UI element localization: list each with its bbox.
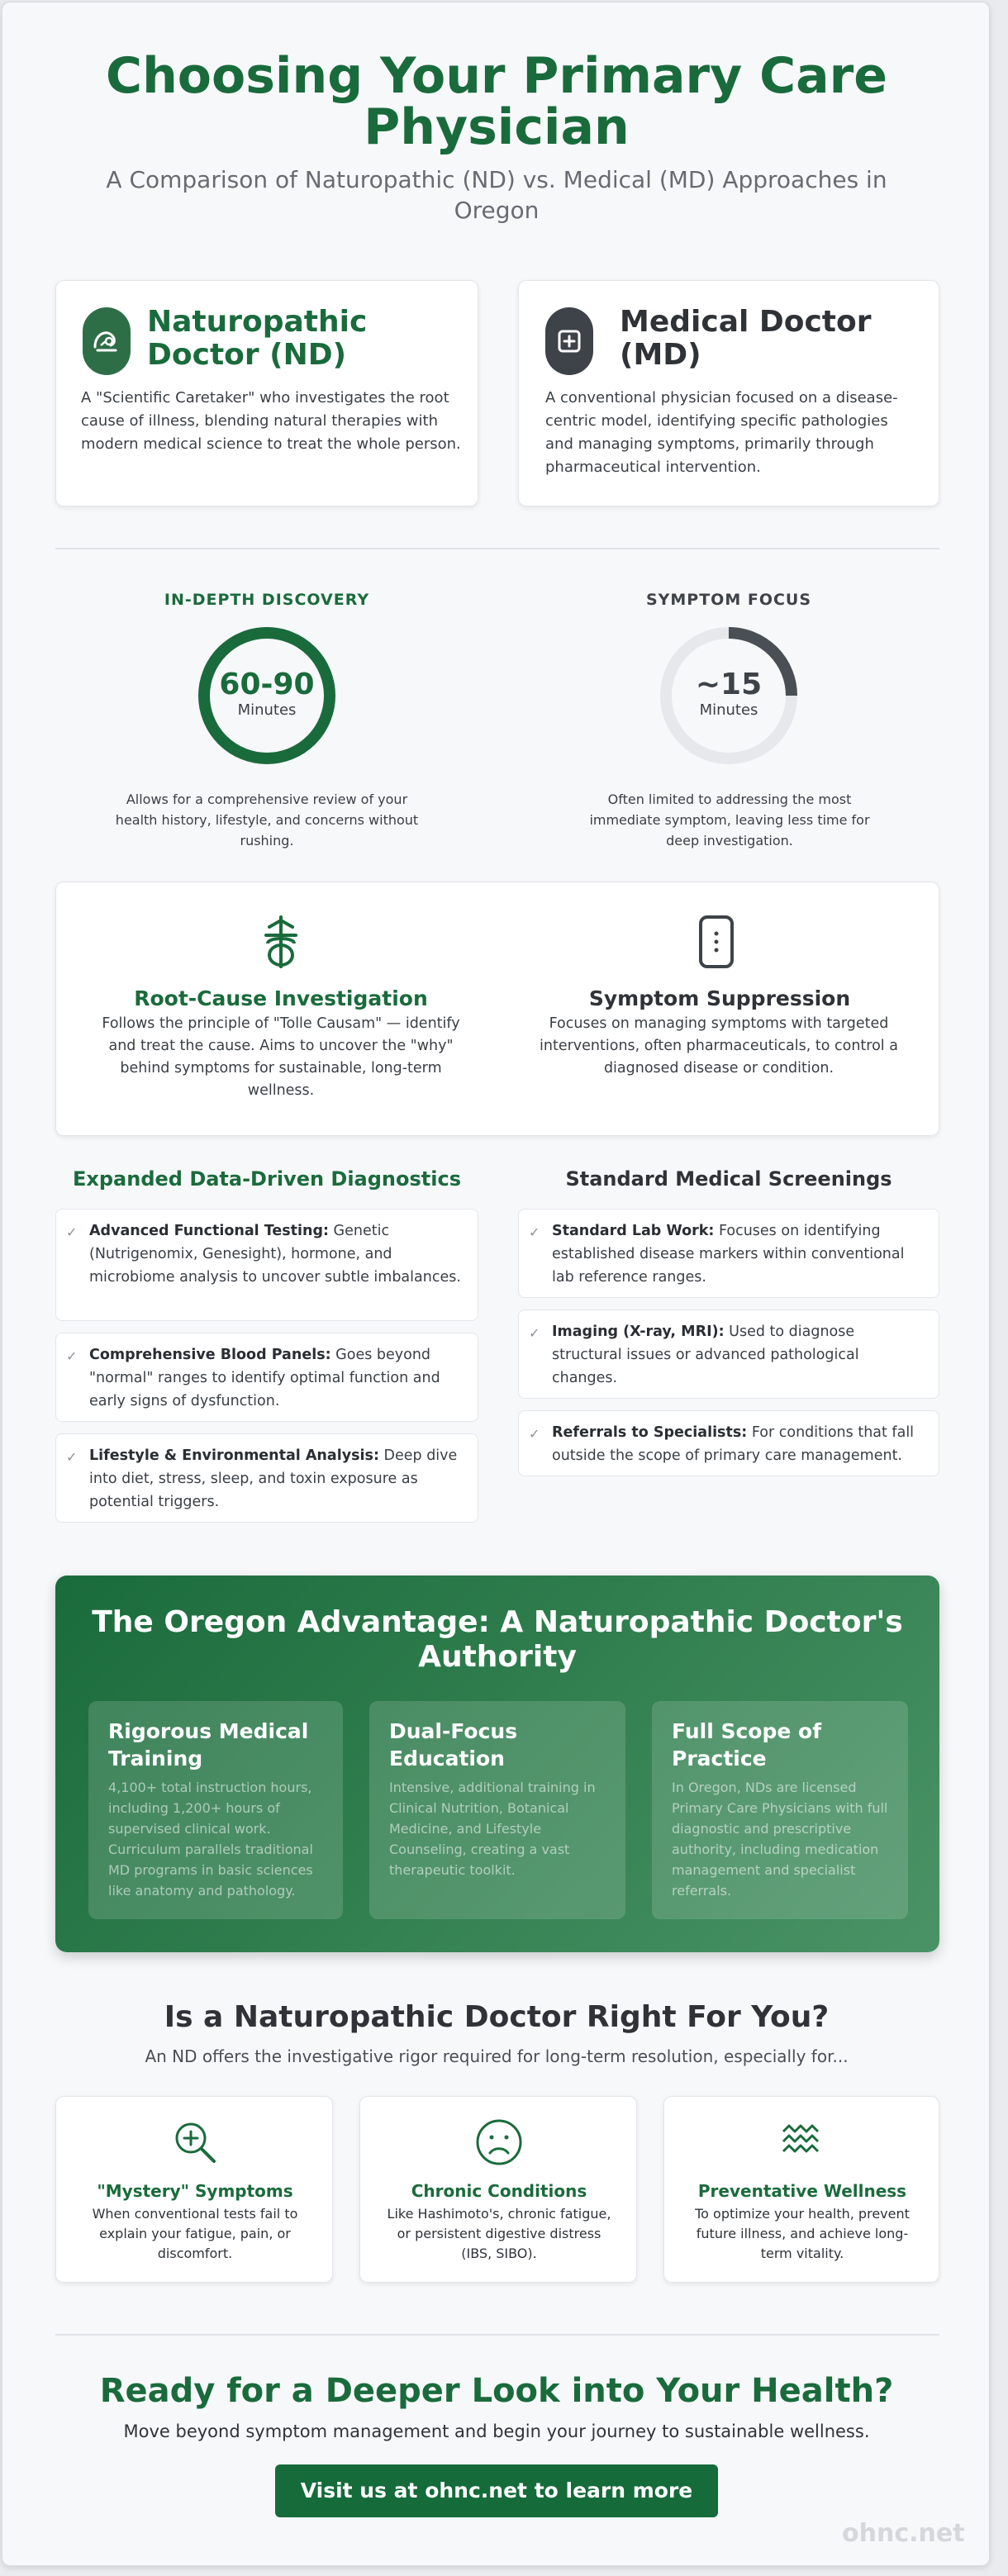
nd-diagnostics-heading: Expanded Data-Driven Diagnostics <box>72 1167 461 1191</box>
fit-card-text: To optimize your health, prevent future illness, and achieve long-term vitality. <box>695 2206 910 2261</box>
list-item <box>55 1333 478 1422</box>
section-divider <box>55 2334 939 2336</box>
nd-time-label: IN-DEPTH DISCOVERY <box>164 591 370 609</box>
list-item <box>55 1433 478 1523</box>
oregon-card <box>369 1701 625 1919</box>
list-item <box>518 1410 939 1476</box>
oregon-card-title: Rigorous Medical Training <box>108 1719 309 1770</box>
fit-card-title: "Mystery" Symptoms <box>97 2181 293 2201</box>
waves-icon <box>780 2122 825 2161</box>
nd-time-text: Allows for a comprehensive review of your health history, lifestyle, and concerns without rushing. <box>115 791 419 848</box>
md-time-value: ~15 <box>695 668 763 701</box>
magnifier-plus-icon <box>171 2118 219 2166</box>
cta-subtitle: Move beyond symptom management and begin your journey to sustainable wellness. <box>123 2422 870 2441</box>
check-icon: ✓ <box>529 1224 540 1240</box>
sad-face-icon <box>475 2118 523 2166</box>
dx-item-text: Used to diagnose structural issues or advanced pathological changes. <box>552 1324 859 1386</box>
dx-item-text: Deep dive into diet, stress, sleep, and toxin exposure as potential triggers. <box>89 1447 458 1510</box>
first-aid-icon <box>545 307 593 375</box>
oregon-card <box>88 1701 343 1919</box>
dx-item-text: For conditions that fall outside the scope of primary care management. <box>552 1424 915 1464</box>
cta-title: Ready for a Deeper Look into Your Health? <box>99 2372 894 2410</box>
fit-card <box>55 2096 333 2283</box>
md-intro-card <box>518 280 939 506</box>
oregon-card-title: Dual-Focus Education <box>389 1719 518 1770</box>
dx-item-label: Referrals to Specialists: <box>552 1424 748 1441</box>
fit-card-title: Preventative Wellness <box>697 2181 907 2201</box>
oregon-advantage-section <box>55 1576 939 1952</box>
dx-item-label: Lifestyle & Environmental Analysis: <box>89 1447 379 1464</box>
list-item <box>518 1209 939 1298</box>
nd-time-gauge <box>197 625 337 766</box>
pill-bottle-icon <box>697 914 735 970</box>
md-time-gauge <box>659 625 799 766</box>
fit-card <box>359 2096 637 2283</box>
md-philosophy-text: Focuses on managing symptoms with targeted interventions, often pharmaceuticals, to control a diagnosed disease or condition. <box>540 1015 898 1077</box>
check-icon: ✓ <box>529 1325 540 1341</box>
md-diagnostics-heading: Standard Medical Screenings <box>565 1167 892 1191</box>
section-divider <box>55 548 939 549</box>
check-icon: ✓ <box>66 1348 78 1364</box>
watermark: ohnc.net <box>842 2519 965 2548</box>
oregon-card-text: Intensive, additional training in Clinical Nutrition, Botanical Medicine, and Lifestyle Counseling, creating a vast therapeutic toolkit. <box>389 1780 596 1878</box>
list-item <box>55 1209 478 1321</box>
oregon-card-text: 4,100+ total instruction hours, including 1,200+ hours of supervised clinical work. Curriculum parallels traditional MD programs in basic sciences like anatomy and pathology. <box>108 1780 313 1899</box>
stethoscope-icon <box>83 307 131 375</box>
md-time-text: Often limited to addressing the most immediate symptom, leaving less time for deep investigation. <box>589 791 870 848</box>
oregon-title: The Oregon Advantage: A Naturopathic Doctor's Authority <box>92 1605 903 1674</box>
dx-item-label: Advanced Functional Testing: <box>89 1223 329 1239</box>
page-title: Choosing Your Primary Care Physician <box>106 47 887 156</box>
nd-time-unit: Minutes <box>237 701 297 719</box>
list-item <box>518 1309 939 1399</box>
oregon-card-title: Full Scope of Practice <box>672 1719 822 1770</box>
philosophy-card <box>55 882 939 1136</box>
check-icon: ✓ <box>529 1426 540 1442</box>
dx-item-label: Standard Lab Work: <box>552 1223 715 1239</box>
check-icon: ✓ <box>66 1449 78 1465</box>
visit-website-button[interactable]: Visit us at ohnc.net to learn more <box>275 2464 718 2517</box>
check-icon: ✓ <box>66 1224 78 1240</box>
root-icon <box>258 914 304 970</box>
md-time-unit: Minutes <box>699 701 758 719</box>
nd-time-value: 60-90 <box>219 668 315 701</box>
fit-card <box>663 2096 939 2283</box>
oregon-card-text: In Oregon, NDs are licensed Primary Care Physicians with full diagnostic and prescriptive authority, including medication management and specialist referrals. <box>672 1780 888 1899</box>
page-subtitle: A Comparison of Naturopathic (ND) vs. Medical (MD) Approaches in Oregon <box>106 166 887 224</box>
nd-intro-title: Naturopathic Doctor (ND) <box>147 305 368 372</box>
oregon-card <box>652 1701 908 1919</box>
nd-philosophy-text: Follows the principle of "Tolle Causam" — identify and treat the cause. Aims to uncover the "why" behind symptoms for sustainable, long-term wellness. <box>102 1015 460 1099</box>
dx-item-text: Focuses on identifying established disease markers within conventional lab reference ranges. <box>552 1223 905 1286</box>
dx-item-label: Comprehensive Blood Panels: <box>89 1347 331 1363</box>
fit-title: Is a Naturopathic Doctor Right For You? <box>164 2000 830 2034</box>
dx-item-text: Genetic (Nutrigenomix, Genesight), hormone, and microbiome analysis to uncover subtle imbalances. <box>89 1223 461 1286</box>
fit-card-text: When conventional tests fail to explain your fatigue, pain, or discomfort. <box>92 2206 298 2261</box>
md-intro-text: A conventional physician focused on a disease-centric model, identifying specific pathologies and managing symptoms, primarily through pharmaceutical intervention. <box>545 389 898 476</box>
md-time-label: SYMPTOM FOCUS <box>645 591 812 609</box>
fit-card-text: Like Hashimoto's, chronic fatigue, or persistent digestive distress (IBS, SIBO). <box>387 2206 611 2261</box>
infographic-page <box>2 2 990 2566</box>
md-philosophy-title: Symptom Suppression <box>588 986 851 1010</box>
nd-philosophy-title: Root-Cause Investigation <box>134 986 428 1010</box>
md-intro-title: Medical Doctor (MD) <box>620 305 872 372</box>
nd-intro-card <box>55 280 478 506</box>
dx-item-label: Imaging (X-ray, MRI): <box>552 1324 725 1340</box>
dx-item-text: Goes beyond "normal" ranges to identify optimal function and early signs of dysfunction. <box>89 1347 440 1409</box>
nd-intro-text: A "Scientific Caretaker" who investigates the root cause of illness, blending natural therapies with modern medical science to treat the whole person. <box>81 389 461 453</box>
fit-subtitle: An ND offers the investigative rigor required for long-term resolution, especially for... <box>145 2046 849 2066</box>
fit-card-title: Chronic Conditions <box>411 2181 587 2201</box>
